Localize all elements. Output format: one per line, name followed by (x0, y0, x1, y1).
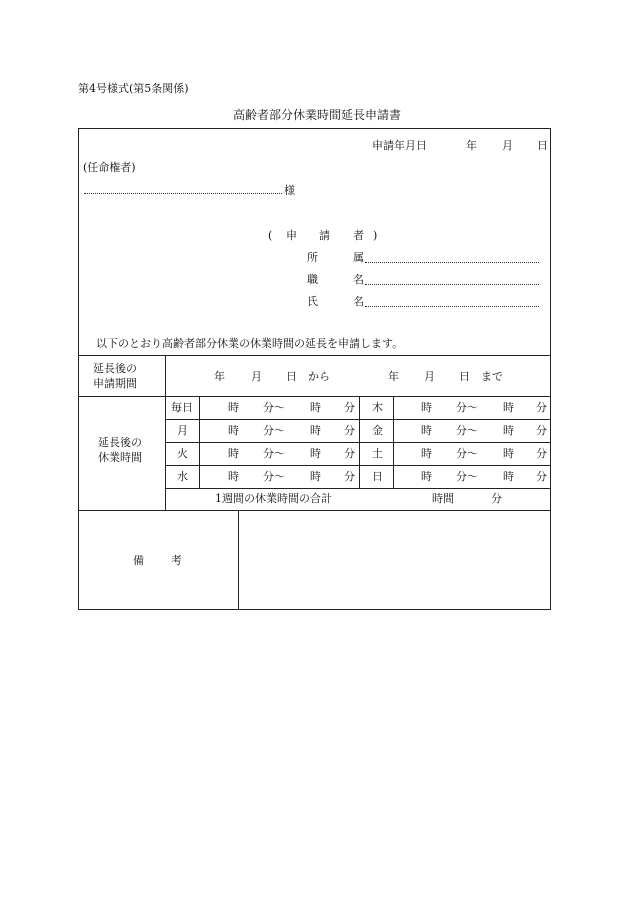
schedule-hour: 時 (228, 447, 239, 460)
period-label: 申請期間 (93, 377, 137, 390)
weekly-total-minutes: 分 (491, 492, 502, 505)
applicant-heading-char: 請 (319, 229, 330, 242)
schedule-minute: 分 (344, 424, 355, 437)
remarks-column-divider (238, 510, 239, 610)
schedule-day: 火 (177, 447, 188, 460)
applicant-heading-char: 申 (286, 229, 297, 242)
schedule-minute-from: 分〜 (456, 401, 478, 414)
page-title: 高齢者部分休業時間延長申請書 (233, 108, 402, 122)
schedule-minute: 分 (344, 401, 355, 414)
schedule-hour: 時 (228, 401, 239, 414)
position-input-line[interactable] (365, 284, 539, 285)
day-column-divider (199, 396, 200, 488)
schedule-hour: 時 (421, 447, 432, 460)
period-from-day: 日 から (286, 370, 330, 383)
period-label: 延長後の (93, 362, 137, 375)
schedule-hour: 時 (421, 470, 432, 483)
schedule-hour: 時 (503, 401, 514, 414)
name-label-char: 名 (353, 295, 364, 308)
application-statement: 以下のとおり高齢者部分休業の休業時間の延長を申請します。 (96, 337, 404, 350)
remarks-field[interactable] (240, 512, 549, 608)
day-column-divider (393, 396, 394, 488)
department-label-char: 属 (353, 251, 364, 264)
schedule-hour: 時 (421, 424, 432, 437)
appointer-label: (任命権者) (83, 161, 136, 174)
position-label-char: 職 (307, 273, 318, 286)
application-date-label: 申請年月日 (372, 139, 427, 152)
schedule-row-divider (165, 419, 551, 420)
schedule-day: 金 (372, 424, 383, 437)
schedule-hour: 時 (310, 424, 321, 437)
schedule-day: 月 (177, 424, 188, 437)
applicant-heading-char: 者 (353, 229, 364, 242)
position-label-char: 名 (353, 273, 364, 286)
schedule-day: 日 (372, 470, 383, 483)
schedule-center-divider (359, 396, 360, 488)
schedule-hour: 時 (503, 447, 514, 460)
schedule-day: 木 (372, 401, 383, 414)
weekly-total-label: 1週間の休業時間の合計 (215, 492, 332, 505)
label-column-divider (165, 355, 166, 510)
schedule-minute-from: 分〜 (263, 424, 285, 437)
schedule-minute: 分 (536, 470, 547, 483)
schedule-day: 毎日 (171, 401, 193, 414)
applicant-heading-close: ) (373, 229, 378, 242)
schedule-minute-from: 分〜 (456, 447, 478, 460)
schedule-hour: 時 (310, 401, 321, 414)
applicant-heading-open: ( (268, 229, 273, 242)
schedule-minute: 分 (536, 401, 547, 414)
schedule-minute: 分 (536, 447, 547, 460)
period-to-month: 月 (424, 370, 435, 383)
name-input-line[interactable] (365, 306, 539, 307)
date-year-label: 年 (466, 139, 477, 152)
schedule-day: 水 (177, 470, 188, 483)
schedule-label: 休業時間 (98, 451, 142, 464)
schedule-label: 延長後の (98, 436, 142, 449)
table-top-border (78, 355, 551, 356)
period-to-day: 日 まで (459, 370, 503, 383)
schedule-row-divider (165, 488, 551, 489)
weekly-total-hours: 時間 (432, 492, 454, 505)
name-label-char: 氏 (307, 295, 318, 308)
schedule-minute-from: 分〜 (456, 470, 478, 483)
schedule-hour: 時 (503, 424, 514, 437)
schedule-hour: 時 (503, 470, 514, 483)
schedule-day: 土 (372, 447, 383, 460)
schedule-minute: 分 (344, 470, 355, 483)
date-day-label: 日 (537, 139, 548, 152)
schedule-row-divider (165, 442, 551, 443)
schedule-minute: 分 (344, 447, 355, 460)
period-row-border (78, 396, 551, 397)
remarks-top-border (78, 510, 551, 511)
period-from-year: 年 (214, 370, 225, 383)
period-from-month: 月 (251, 370, 262, 383)
remarks-label-char: 考 (171, 554, 182, 567)
schedule-row-divider (165, 465, 551, 466)
period-to-year: 年 (388, 370, 399, 383)
date-month-label: 月 (502, 139, 513, 152)
department-input-line[interactable] (365, 262, 539, 263)
remarks-label-char: 備 (133, 554, 144, 567)
schedule-minute-from: 分〜 (263, 447, 285, 460)
schedule-minute: 分 (536, 424, 547, 437)
schedule-hour: 時 (228, 424, 239, 437)
schedule-hour: 時 (310, 447, 321, 460)
schedule-hour: 時 (228, 470, 239, 483)
schedule-minute-from: 分〜 (263, 470, 285, 483)
appointer-name-line[interactable] (84, 193, 282, 194)
form-number: 第4号様式(第5条関係) (78, 82, 189, 95)
appointer-honorific: 様 (284, 184, 295, 197)
schedule-hour: 時 (310, 470, 321, 483)
schedule-hour: 時 (421, 401, 432, 414)
schedule-minute-from: 分〜 (263, 401, 285, 414)
schedule-minute-from: 分〜 (456, 424, 478, 437)
department-label-char: 所 (307, 251, 318, 264)
